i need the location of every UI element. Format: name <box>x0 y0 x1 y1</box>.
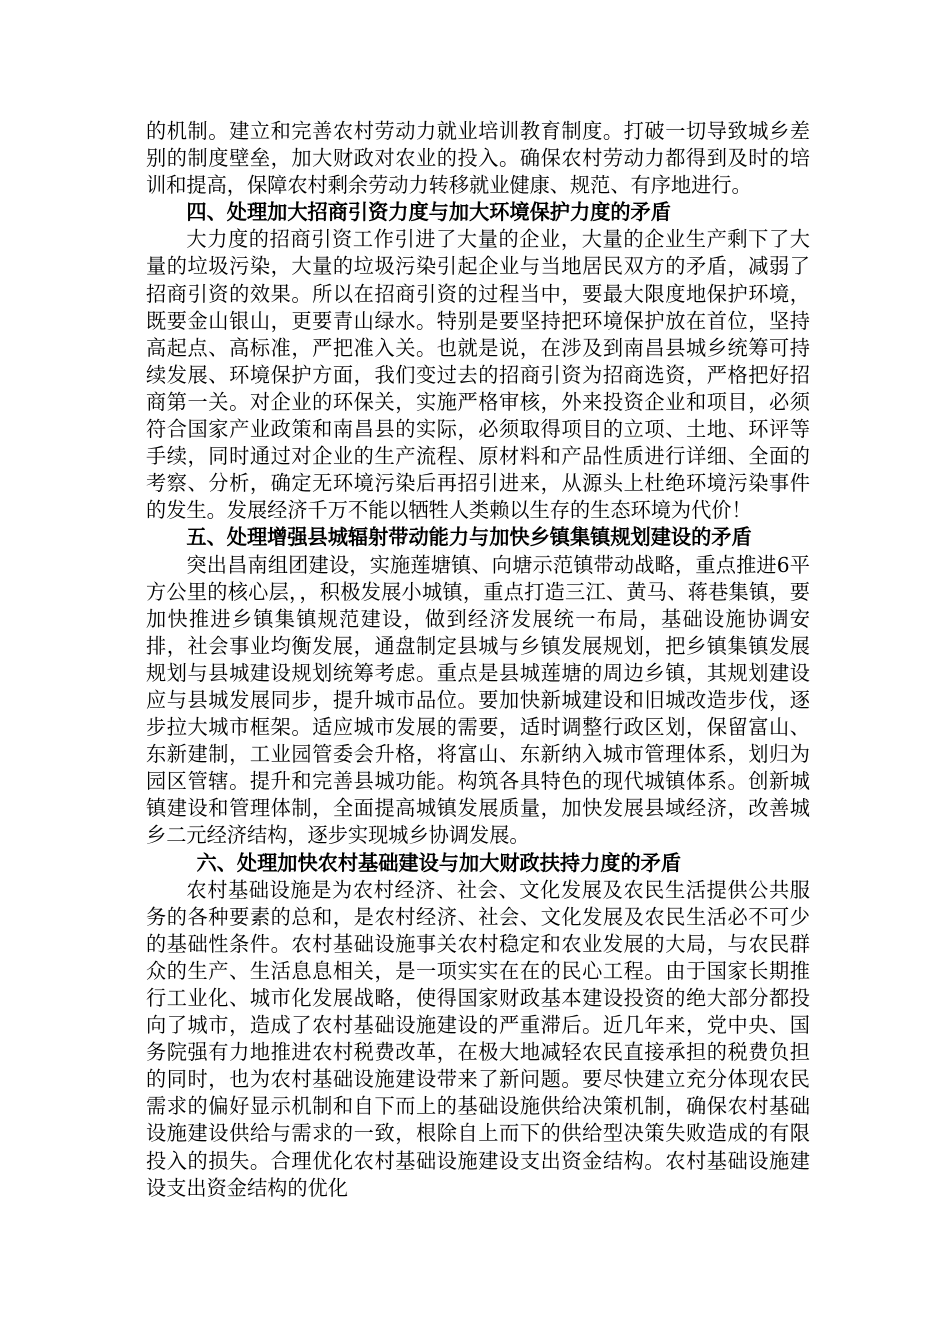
paragraph-section-6: 农村基础设施是为农村经济、社会、文化发展及农民生活提供公共服务的各种要素的总和，是农村经济、社会、文化发展及农民生活必不可少的基础性条件。农村基础设施事关农村稳定和农业发展的大局，与农民群众的生产、生活息息相关，是一项实实在在的民心工程。由于国家长期推行工业化、城市化发展战略，使得国家财政基本建设投资的绝大部分都投向了城市，造成了农村基础设施建设的严重滞后。近几年来，党中央、国务院强有力地推进农村税费改革，在极大地减轻农民直接承担的税费负担的同时，也为农村基础设施建设带来了新问题。要尽快建立充分体现农民需求的偏好显示机制和自下而上的基础设施供给决策机制，确保农村基础设施建设供给与需求的一致，根除自上而下的供给型决策失败造成的有限投入的损失。合理优化农村基础设施建设支出资金结构。农村基础设施建设支出资金结构的优化 <box>146 877 810 1200</box>
paragraph-section-5: 突出昌南组团建设，实施莲塘镇、向塘示范镇带动战略，重点推进6平方公里的核心层，，积极发展小城镇，重点打造三江、黄马、蒋巷集镇，要加快推进乡镇集镇规范建设，做到经济发展统一布局，基础设施协调安排，社会事业均衡发展，通盘制定县城与乡镇发展规划，把乡镇集镇发展规划与县城建设规划统筹考虑。重点是县城莲塘的周边乡镇，其规划建设应与县城发展同步，提升城市品位。要加快新城建设和旧城改造步伐，逐步拉大城市框架。适应城市发展的需要，适时调整行政区划，保留富山、东新建制，工业园管委会升格，将富山、东新纳入城市管理体系，划归为园区管辖。提升和完善县城功能。构筑各具特色的现代城镇体系。创新城镇建设和管理体制，全面提高城镇发展质量，加快发展县域经济，改善城乡二元经济结构，逐步实现城乡协调发展。 <box>146 552 810 848</box>
section-heading-4: 四、处理加大招商引资力度与加大环境保护力度的矛盾 <box>186 200 671 225</box>
document-page <box>146 118 810 1202</box>
paragraph-section-4: 大力度的招商引资工作引进了大量的企业，大量的企业生产剩下了大量的垃圾污染，大量的垃圾污染引起企业与当地居民双方的矛盾，减弱了招商引资的效果。所以在招商引资的过程当中，要最大限度地保护环境，既要金山银山，更要青山绿水。特别是要坚持把环境保护放在首位，坚持高起点、高标准，严把准入关。也就是说，在涉及到南昌县城乡统筹可持续发展、环境保护方面，我们变过去的招商引资为招商选资，严格把好招商第一关。对企业的环保关，实施严格审核，外来投资企业和项目，必须符合国家产业政策和南昌县的实际，必须取得项目的立项、土地、环评等手续，同时通过对企业的生产流程、原材料和产品性质进行详细、全面的考察、分析，确定无环境污染后再招引进来，从源头上杜绝环境污染事件的发生。发展经济千万不能以牺牲人类赖以生存的生态环境为代价！ <box>146 227 810 523</box>
section-heading-6: 六、处理加快农村基础建设与加大财政扶持力度的矛盾 <box>196 850 682 875</box>
paragraph-intro: 的机制。建立和完善农村劳动力就业培训教育制度。打破一切导致城乡差别的制度壁垒，加大财政对农业的投入。确保农村劳动力都得到及时的培训和提高，保障农村剩余劳动力转移就业健康、规范、有序地进行。 <box>146 119 810 198</box>
section-heading-5: 五、处理增强县城辐射带动能力与加快乡镇集镇规划建设的矛盾 <box>186 525 752 550</box>
